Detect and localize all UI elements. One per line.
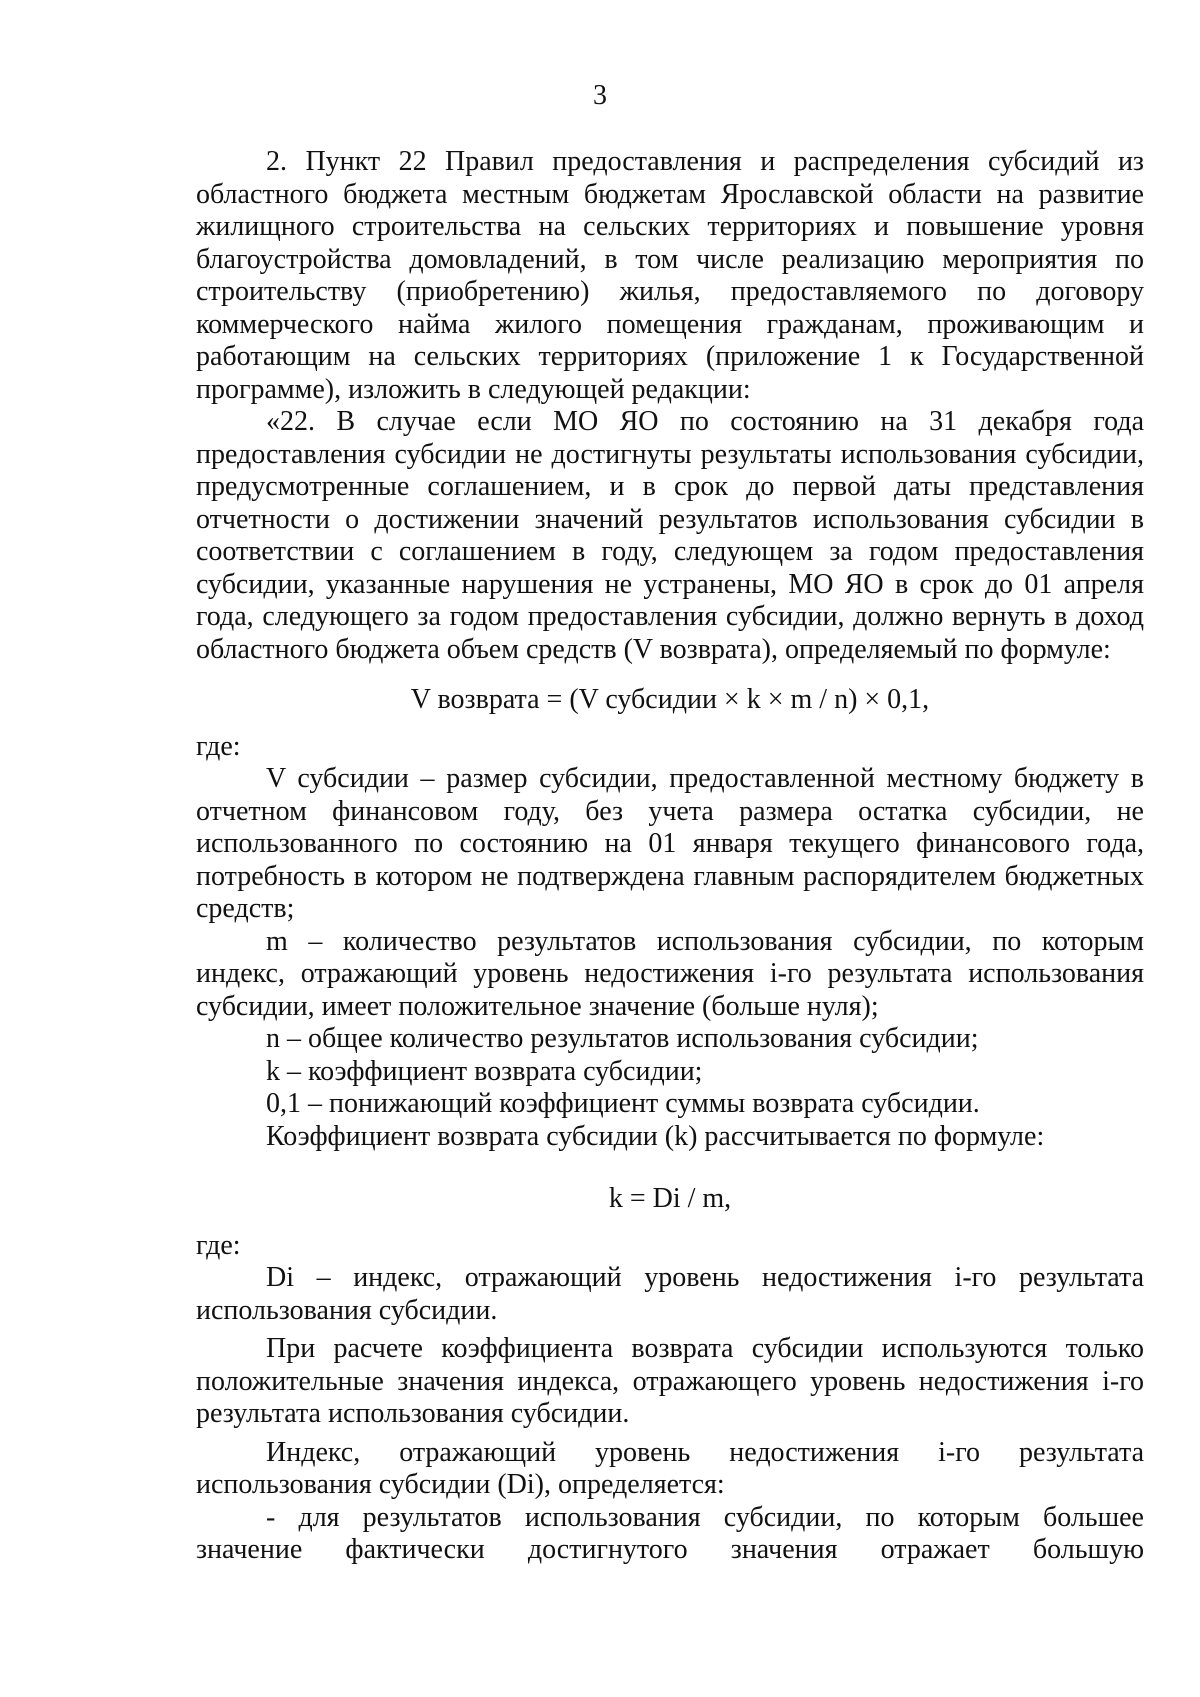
definition-di: Di – индекс, отражающий уровень недостижения i-го результата использования субсидии. <box>196 1262 1144 1326</box>
definition-k: k – коэффициент возврата субсидии; <box>266 1055 703 1087</box>
paragraph-k-formula-intro: Коэффициент возврата субсидии (k) рассчитывается по формуле: <box>266 1120 1045 1152</box>
formula-v-return: V возврата = (V субсидии × k × m / n) × 0,1, <box>410 684 930 715</box>
formula-k: k = Di / m, <box>608 1183 732 1214</box>
paragraph-amendment-intro: 2. Пункт 22 Правил предоставления и распределения субсидий из областного бюджета местным бюджетам Ярославской области на развитие жилищного строительства на сельских территориях и повышение уровня благоустройства домовладений, в том числе реализацию мероприятия по строительству (приобретению) жилья, предоставляемого по договору коммерческого найма жилого помещения гражданам, проживающим и работающим на сельских территориях (приложение 1 к Государственной программе), изложить в следующей редакции: <box>196 146 1144 405</box>
where-label: где: <box>196 730 241 762</box>
definition-v-subsidy: V субсидии – размер субсидии, предоставленной местному бюджету в отчетном финансовом году, без учета размера остатка субсидии, не использованного по состоянию на 01 января текущего финансового года, потребность в котором не подтверждена главным распорядителем бюджетных средств; <box>196 763 1144 924</box>
document-body <box>196 146 1144 1567</box>
definition-m: m – количество результатов использования субсидии, по которым индекс, отражающий уровень недостижения i-го результата использования субсидии, имеет положительное значение (больше нуля); <box>196 925 1144 1022</box>
page-number: 3 <box>593 80 607 111</box>
paragraph-results-list-item: - для результатов использования субсидии, по которым большее значение фактически достигнутого значения отражает большую <box>196 1501 1144 1565</box>
paragraph-positive-values: При расчете коэффициента возврата субсидии используются только положительные значения индекса, отражающего уровень недостижения i-го результата использования субсидии. <box>196 1333 1144 1429</box>
paragraph-index-determined: Индекс, отражающий уровень недостижения i-го результата использования субсидии (Di), определяется: <box>196 1436 1144 1500</box>
paragraph-clause-22: «22. В случае если МО ЯО по состоянию на 31 декабря года предоставления субсидии не достигнуты результаты использования субсидии, предусмотренные соглашением, и в срок до первой даты представления отчетности о достижении значений результатов использования субсидии в соответствии с соглашением в году, следующем за годом предоставления субсидии, указанные нарушения не устранены, МО ЯО в срок до 01 апреля года, следующего за годом предоставления субсидии, должно вернуть в доход областного бюджета объем средств (V возврата), определяемый по формуле: <box>196 406 1144 665</box>
where-label: где: <box>196 1229 241 1261</box>
definition-n: n – общее количество результатов использования субсидии; <box>266 1023 979 1054</box>
definition-0-1: 0,1 – понижающий коэффициент суммы возврата субсидии. <box>266 1088 980 1119</box>
